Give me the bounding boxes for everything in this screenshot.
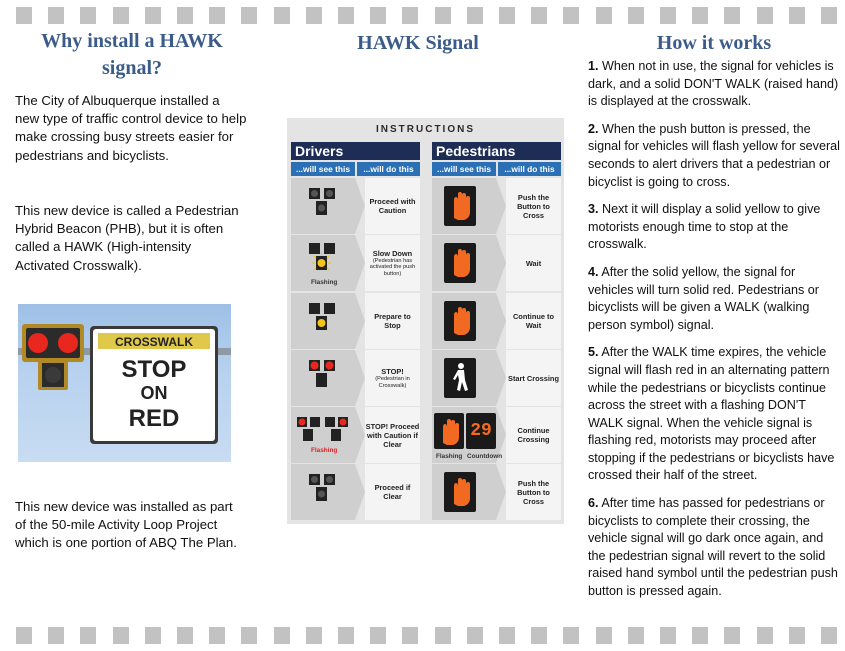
step-number: 3. bbox=[588, 202, 599, 217]
drivers-action-text: Proceed if Clear bbox=[374, 483, 411, 501]
drivers-row-flashing-red bbox=[291, 407, 420, 463]
pedestrians-action-text: Wait bbox=[525, 258, 542, 268]
tick-mark bbox=[402, 7, 418, 24]
tick-mark bbox=[757, 627, 773, 644]
tick-mark bbox=[467, 627, 483, 644]
pedestrians-action-text: Push the Button to Cross bbox=[517, 478, 550, 506]
instructions-title: INSTRUCTIONS bbox=[376, 124, 475, 135]
tick-mark bbox=[209, 627, 225, 644]
pedestrians-do-subheading: ...will do this bbox=[498, 162, 561, 176]
tick-mark bbox=[241, 627, 257, 644]
pedestrians-see-subheading: ...will see this bbox=[432, 162, 496, 176]
tick-mark bbox=[628, 627, 644, 644]
tick-mark bbox=[48, 7, 64, 24]
tick-mark bbox=[209, 7, 225, 24]
tick-mark bbox=[596, 7, 612, 24]
step-text: Next it will display a solid yellow to give motorists enough time to stop at the crosswalk. bbox=[588, 202, 821, 252]
step-item bbox=[588, 121, 842, 191]
tick-mark bbox=[821, 627, 837, 644]
drivers-heading: Drivers bbox=[291, 142, 420, 160]
tick-mark bbox=[306, 627, 322, 644]
tick-mark bbox=[531, 627, 547, 644]
middle-column-title: HAWK Signal bbox=[357, 32, 479, 54]
drivers-action-text: Proceed with Caution bbox=[369, 197, 416, 215]
tick-mark bbox=[338, 7, 354, 24]
drivers-row-dark bbox=[291, 178, 420, 234]
tick-mark bbox=[821, 7, 837, 24]
step-number: 4. bbox=[588, 264, 599, 279]
sign-red-text: RED bbox=[128, 405, 180, 432]
tick-mark bbox=[789, 7, 805, 24]
phb-paragraph: This new device is called a Pedestrian Hybrid Beacon (PHB), but it is often called a HAWK (High-intensity Activated Crosswalk). bbox=[15, 203, 239, 273]
tick-mark bbox=[370, 627, 386, 644]
tick-mark bbox=[113, 7, 129, 24]
drivers-action-text: STOP! Proceed with Caution if Clear bbox=[365, 421, 420, 449]
tick-mark bbox=[596, 627, 612, 644]
pedestrians-action-text: Continue Crossing bbox=[517, 426, 550, 444]
tick-mark bbox=[660, 7, 676, 24]
tick-mark bbox=[370, 7, 386, 24]
drivers-action-text: Slow Down bbox=[372, 248, 413, 258]
instructions-card bbox=[287, 118, 564, 524]
tick-mark bbox=[16, 7, 32, 24]
step-item bbox=[588, 201, 842, 254]
tick-mark bbox=[402, 627, 418, 644]
tick-mark bbox=[113, 627, 129, 644]
tick-mark bbox=[80, 7, 96, 24]
sign-on-text: ON bbox=[140, 383, 168, 403]
intro-paragraph: The City of Albuquerque installed a new type of traffic control device to help make crossing busy streets easier for pedestrians and bicyclists. bbox=[15, 93, 247, 163]
step-number: 5. bbox=[588, 345, 599, 360]
step-item bbox=[588, 344, 842, 485]
activity-loop-paragraph: This new device was installed as part of the 50-mile Activity Loop Project which is one portion of ABQ The Plan. bbox=[15, 499, 237, 551]
tick-mark bbox=[48, 627, 64, 644]
drivers-action-text: Prepare to Stop bbox=[374, 312, 411, 330]
tick-mark bbox=[499, 7, 515, 24]
pedestrians-row-countdown bbox=[432, 407, 561, 463]
tick-mark bbox=[467, 7, 483, 24]
step-item bbox=[588, 58, 842, 111]
tick-mark bbox=[531, 7, 547, 24]
step-item bbox=[588, 495, 842, 601]
drivers-row-solid-yellow bbox=[291, 293, 420, 349]
tick-mark bbox=[338, 627, 354, 644]
drivers-row-dark-again bbox=[291, 464, 420, 520]
step-text: When not in use, the signal for vehicles is dark, and a solid DON'T WALK (raised hand) is displayed at the crosswalk. bbox=[588, 59, 839, 109]
tick-mark bbox=[306, 7, 322, 24]
drivers-action-note: (Pedestrian in Crosswalk) bbox=[375, 376, 410, 389]
drivers-action-note: (Pedestrian has activated the push button) bbox=[369, 257, 416, 277]
tick-mark bbox=[563, 627, 579, 644]
step-item bbox=[588, 264, 842, 334]
step-number: 6. bbox=[588, 496, 599, 511]
tick-mark bbox=[435, 7, 451, 24]
drivers-flashing-label: Flashing bbox=[311, 279, 338, 286]
tick-mark bbox=[241, 7, 257, 24]
tick-mark bbox=[177, 7, 193, 24]
signal-photo-illustration bbox=[18, 304, 231, 462]
step-text: After time has passed for pedestrians or bicyclists to complete their crossing, the vehicle signal will go dark once again, and the pedestrian signal will revert to the solid raised hand symbol until the pedestrian push button is pressed again. bbox=[588, 496, 838, 599]
step-number: 1. bbox=[588, 59, 599, 73]
top-tick-border bbox=[0, 7, 845, 24]
pedestrians-action-text: Start Crossing bbox=[508, 373, 559, 383]
tick-mark bbox=[724, 7, 740, 24]
tick-mark bbox=[660, 627, 676, 644]
sign-crosswalk-text: CROSSWALK bbox=[115, 335, 193, 349]
countdown-number: 29 bbox=[470, 421, 492, 441]
right-column-title: How it works bbox=[656, 32, 772, 54]
bottom-tick-border bbox=[0, 627, 845, 644]
tick-mark bbox=[724, 627, 740, 644]
tick-mark bbox=[563, 7, 579, 24]
tick-mark bbox=[145, 627, 161, 644]
pedestrians-flashing-label: Flashing bbox=[436, 453, 463, 460]
tick-mark bbox=[692, 627, 708, 644]
tick-mark bbox=[435, 627, 451, 644]
tick-mark bbox=[177, 627, 193, 644]
pedestrians-row-hand-wait bbox=[432, 235, 561, 291]
sign-stop-text: STOP bbox=[121, 356, 187, 383]
tick-mark bbox=[757, 7, 773, 24]
step-text: After the WALK time expires, the vehicle signal will flash red in an alternating pattern while the pedestrians or bicyclists continue across the street with a flashing DON'T WALK signal. When the vehicle signal is flashing red, motorists may proceed after stopping if the pedestrians or bicyclists have crossed their half of the street. bbox=[588, 345, 835, 483]
pedestrians-action-text: Push the Button to Cross bbox=[517, 192, 550, 220]
drivers-action-text: STOP! bbox=[381, 367, 404, 376]
left-column-title: Why install a HAWK signal? bbox=[41, 30, 223, 79]
step-text: When the push button is pressed, the signal for vehicles will flash yellow for several seconds to alert drivers that a pedestrian or bicyclist is going to cross. bbox=[588, 121, 840, 189]
step-number: 2. bbox=[588, 121, 599, 136]
drivers-see-subheading: ...will see this bbox=[291, 162, 355, 176]
drivers-do-subheading: ...will do this bbox=[357, 162, 420, 176]
tick-mark bbox=[145, 7, 161, 24]
pedestrians-row-hand-again bbox=[432, 464, 561, 520]
tick-mark bbox=[499, 627, 515, 644]
drivers-row-flashing-yellow bbox=[291, 235, 420, 291]
pedestrians-heading: Pedestrians bbox=[432, 142, 561, 160]
pedestrians-row-hand bbox=[432, 178, 561, 234]
drivers-row-solid-red bbox=[291, 350, 420, 406]
tick-mark bbox=[274, 627, 290, 644]
pedestrians-row-hand-continue bbox=[432, 293, 561, 349]
pedestrians-countdown-label: Countdown bbox=[467, 453, 503, 460]
hawk-signal-photo bbox=[18, 304, 231, 462]
tick-mark bbox=[80, 627, 96, 644]
pedestrians-action-text: Continue to Wait bbox=[512, 312, 555, 330]
drivers-flashing-red-label: Flashing bbox=[311, 447, 338, 454]
drivers-action-group bbox=[365, 350, 420, 406]
tick-mark bbox=[16, 627, 32, 644]
tick-mark bbox=[628, 7, 644, 24]
tick-mark bbox=[692, 7, 708, 24]
step-text: After the solid yellow, the signal for vehicles will turn solid red. Pedestrians or bicyclists will be given a WALK (walking person symbol) signal. bbox=[588, 264, 819, 332]
tick-mark bbox=[274, 7, 290, 24]
drivers-action-group bbox=[365, 235, 420, 291]
tick-mark bbox=[789, 627, 805, 644]
how-it-works-steps bbox=[588, 58, 842, 611]
pedestrians-row-walk bbox=[432, 350, 561, 406]
